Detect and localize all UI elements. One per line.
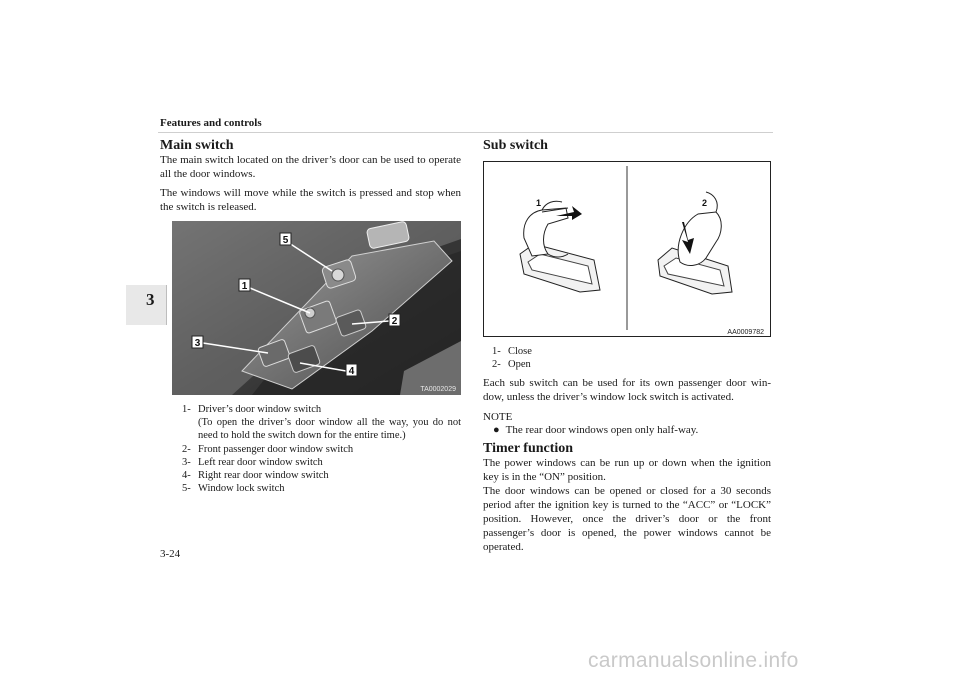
main-switch-legend — [182, 403, 461, 495]
figure-code: TA0002029 — [420, 386, 456, 393]
note-item — [493, 423, 771, 437]
note-label: NOTE — [483, 411, 513, 423]
sub-switch-paragraph: Each sub switch can be used for its own passenger door win-dow, unless the driver’s window lock switch is activated. — [483, 377, 771, 403]
legend-item: 2- Open — [492, 359, 531, 371]
svg-text:1: 1 — [241, 281, 248, 292]
door-switch-panel-illustration — [172, 221, 461, 395]
callout-4 — [346, 364, 357, 377]
main-switch-paragraph-2: The windows will move while the switch is pressed and stop when the switch is released. — [160, 187, 461, 213]
bullet-icon: ● — [493, 424, 500, 436]
sub-switch-illustration — [484, 162, 770, 336]
legend-item: 5- Window lock switch — [182, 483, 285, 495]
section-header: Features and controls — [160, 117, 262, 129]
callout-2 — [389, 314, 400, 327]
timer-paragraph-2: The door windows can be opened or closed for a 30 seconds period after the ignition key is turned to the “ACC” or “LOCK” position. However, once the driver’s door or the front passenger’s door is opened, the power windows cannot be operated. — [483, 485, 771, 553]
header-rule — [158, 132, 773, 133]
svg-text:5: 5 — [282, 235, 289, 246]
svg-text:4: 4 — [348, 366, 355, 377]
chapter-tab-label: 3 — [146, 290, 155, 309]
legend-item: 3- Left rear door window switch — [182, 456, 323, 468]
open-gesture-drawing — [658, 192, 732, 294]
timer-function-heading: Timer function — [483, 441, 574, 456]
page-number: 3-24 — [160, 548, 181, 560]
callout-5 — [280, 233, 291, 246]
sub-switch-legend — [492, 345, 692, 371]
callout-2: 2 — [702, 198, 708, 208]
chapter-tab-edge — [166, 285, 167, 325]
callout-3 — [192, 336, 203, 349]
timer-paragraph-1: The power windows can be run up or down when the ignition key is in the “ON” position. — [483, 457, 771, 483]
svg-text:3: 3 — [194, 338, 201, 349]
legend-item: 1- Close — [492, 346, 532, 357]
legend-item: 4- Right rear door window switch — [182, 470, 329, 482]
note-text: The rear door windows open only half-way. — [505, 424, 699, 436]
sub-switch-heading: Sub switch — [483, 138, 548, 153]
legend-item: 2- Front passenger door window switch — [182, 443, 354, 455]
main-switch-heading: Main switch — [160, 138, 234, 153]
close-gesture-drawing — [520, 198, 600, 292]
watermark: carmanualsonline.info — [588, 649, 799, 672]
callout-1 — [239, 279, 250, 292]
callout-1: 1 — [536, 198, 542, 208]
sub-switch-diagram — [483, 161, 771, 337]
legend-item: 1- Driver’s door window switch (To open the driver’s door window all the way, you do not need to hold the switch down for the entire time.) — [182, 404, 461, 442]
figure-code: AA0009782 — [727, 329, 764, 336]
main-switch-paragraph-1: The main switch located on the driver’s door can be used to operate all the door windows. — [160, 154, 461, 180]
main-switch-photo — [172, 221, 461, 395]
svg-text:2: 2 — [391, 316, 398, 327]
